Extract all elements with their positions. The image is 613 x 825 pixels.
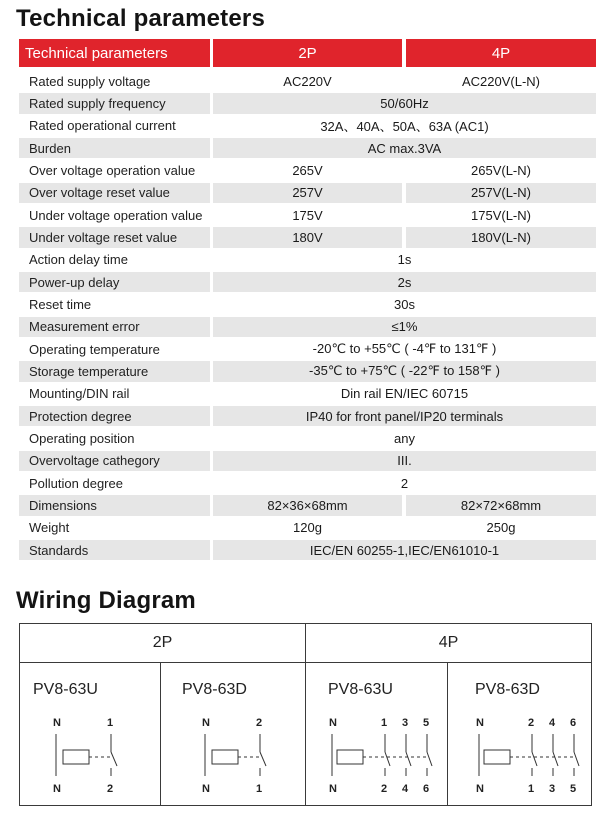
model-4p-u: PV8-63U [328,681,393,698]
value-4p: AC220V(L-N) [406,71,596,91]
parameter-label: Storage temperature [19,361,210,381]
parameter-label: Reset time [19,294,210,314]
parameter-value: 2 [213,473,596,493]
parameter-value: III. [213,451,596,471]
parameter-value: 32A、40A、50A、63A (AC1) [213,116,596,136]
value-4p: 82×72×68mm [406,495,596,515]
circuit-2p-d [194,712,284,796]
terminal-label: 1 [381,717,388,729]
value-4p: 180V(L-N) [406,227,596,247]
value-2p: 180V [213,227,402,247]
value-2p: 120g [213,518,402,538]
technical-parameters-title: Technical parameters [16,5,266,32]
header-divider [20,662,591,663]
table-row [19,428,596,450]
table-row [19,518,596,540]
parameter-label: Over voltage reset value [19,183,210,203]
table-row [19,250,596,272]
terminal-label: N [202,783,210,795]
parameter-label: Operating temperature [19,339,210,359]
wiring-diagram [19,623,592,806]
terminal-label: 6 [570,717,577,729]
terminal-label: 5 [423,717,430,729]
table-header [19,39,596,67]
terminal-label: N [53,783,61,795]
terminal-label: 2 [107,783,114,795]
coil-icon [212,750,238,764]
circuit-2p-u [45,712,135,796]
parameter-label: Dimensions [19,495,210,515]
terminal-label: 3 [402,717,409,729]
group-4p-label: 4P [438,634,459,651]
terminal-label: N [476,717,484,729]
parameter-label: Over voltage operation value [19,160,210,180]
parameter-label: Power-up delay [19,272,210,292]
table-row [19,451,596,473]
value-2p: 265V [213,160,402,180]
parameter-value: IP40 for front panel/IP20 terminals [213,406,596,426]
terminal-label: N [202,717,210,729]
parameter-value: -35℃ to +75℃ ( -22℉ to 158℉ ) [213,361,596,381]
terminal-label: N [329,717,337,729]
terminal-label: 2 [256,717,263,729]
parameter-label: Operating position [19,428,210,448]
parameter-value: ≤1% [213,317,596,337]
model-2p-u: PV8-63U [33,681,98,698]
terminal-label: 2 [528,717,535,729]
parameter-label: Overvoltage cathegory [19,451,210,471]
table-row [19,138,596,160]
terminal-label: 1 [107,717,114,729]
value-4p: 257V(L-N) [406,183,596,203]
value-2p: AC220V [213,71,402,91]
parameter-value: any [213,428,596,448]
terminal-label: N [329,783,337,795]
table-row [19,93,596,115]
parameter-label: Protection degree [19,406,210,426]
coil-icon [484,750,510,764]
table-row [19,473,596,495]
table-row [19,71,596,93]
parameter-label: Weight [19,518,210,538]
parameter-value: Din rail EN/IEC 60715 [213,384,596,404]
group-2p-label: 2P [152,634,173,651]
value-2p: 175V [213,205,402,225]
parameter-label: Under voltage reset value [19,227,210,247]
coil-icon [63,750,89,764]
table-row [19,406,596,428]
table-row [19,227,596,249]
terminal-label: 4 [549,717,556,729]
table-row [19,361,596,383]
wiring-diagram-title: Wiring Diagram [16,587,196,614]
parameter-value: 30s [213,294,596,314]
table-row [19,495,596,517]
parameter-label: Standards [19,540,210,560]
parameter-label: Rated operational current [19,116,210,136]
terminal-label: 6 [423,783,430,795]
circuit-4p-u [323,712,443,796]
model-2p-d: PV8-63D [182,681,247,698]
parameter-label: Under voltage operation value [19,205,210,225]
table-row [19,183,596,205]
header-2p: 2P [213,39,402,67]
terminal-label: 1 [528,783,535,795]
parameter-label: Mounting/DIN rail [19,384,210,404]
parameter-value: 2s [213,272,596,292]
table-body [19,71,596,562]
table-row [19,272,596,294]
table-row [19,294,596,316]
coil-icon [337,750,363,764]
model-4p-d: PV8-63D [475,681,540,698]
parameter-label: Burden [19,138,210,158]
parameter-label: Pollution degree [19,473,210,493]
table-row [19,384,596,406]
terminal-label: N [476,783,484,795]
table-row [19,116,596,138]
terminal-label: 1 [256,783,263,795]
terminal-label: 5 [570,783,577,795]
value-4p: 175V(L-N) [406,205,596,225]
circuit-4p-d [470,712,590,796]
terminal-label: 2 [381,783,388,795]
parameter-value: IEC/EN 60255-1,IEC/EN61010-1 [213,540,596,560]
parameter-label: Rated supply voltage [19,71,210,91]
parameter-label: Rated supply frequency [19,93,210,113]
parameter-value: -20℃ to +55℃ ( -4℉ to 131℉ ) [213,339,596,359]
table-row [19,317,596,339]
parameter-value: AC max.3VA [213,138,596,158]
parameter-label: Measurement error [19,317,210,337]
parameter-value: 50/60Hz [213,93,596,113]
model-divider-left [160,662,161,805]
table-row [19,205,596,227]
table-row [19,339,596,361]
parameter-value: 1s [213,250,596,270]
table-row [19,540,596,562]
value-4p: 250g [406,518,596,538]
value-4p: 265V(L-N) [406,160,596,180]
technical-parameters-table [19,39,596,562]
value-2p: 257V [213,183,402,203]
terminal-label: 4 [402,783,409,795]
terminal-label: N [53,717,61,729]
model-divider-right [447,662,448,805]
value-2p: 82×36×68mm [213,495,402,515]
parameter-label: Action delay time [19,250,210,270]
terminal-label: 3 [549,783,556,795]
header-parameter: Technical parameters [19,39,210,67]
header-4p: 4P [406,39,596,67]
table-row [19,160,596,182]
